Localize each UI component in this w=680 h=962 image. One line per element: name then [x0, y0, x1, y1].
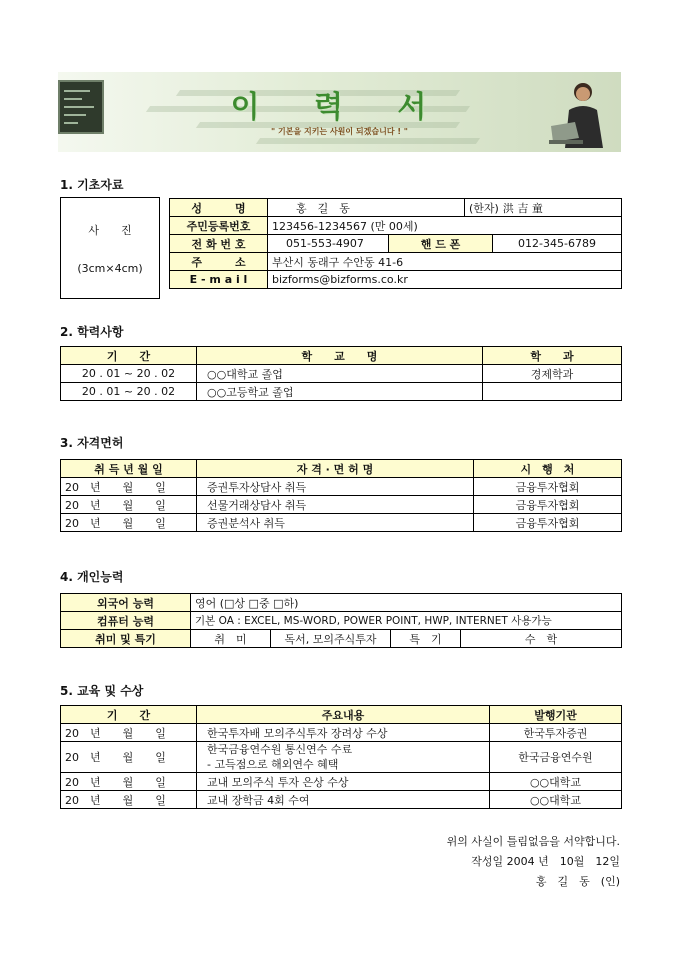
table-row — [61, 791, 622, 809]
hanja-label: (한자) — [469, 201, 499, 215]
lic-issuer: 금융투자협회 — [474, 514, 622, 532]
email-value: bizforms@bizforms.co.kr — [268, 271, 622, 289]
license-table — [60, 459, 622, 532]
lic-header-date: 취 득 년 월 일 — [61, 460, 197, 478]
language-label: 외국어 능력 — [61, 594, 191, 612]
education-table — [60, 346, 622, 401]
award-content: 한국금융연수원 통신연수 수료 — [207, 743, 353, 756]
name-value: 홍 길 동 — [268, 199, 465, 217]
edu-header-period: 기 간 — [61, 347, 197, 365]
section-title-education: 2. 학력사항 — [60, 325, 124, 339]
hanja-cell — [465, 199, 622, 217]
table-row — [61, 365, 622, 383]
skill-value: 수 학 — [461, 630, 622, 648]
awards-table — [60, 705, 622, 809]
award-header-content: 주요내용 — [197, 706, 490, 724]
hanja-value: 洪 吉 童 — [502, 201, 543, 215]
hobby-value: 독서, 모의주식투자 — [271, 630, 391, 648]
computer-value: 기본 OA : EXCEL, MS-WORD, POWER POINT, HWP, INTERNET 사용가능 — [191, 612, 622, 630]
edu-header-school: 학 교 명 — [197, 347, 483, 365]
award-org: 한국투자증권 — [490, 724, 622, 742]
abilities-table — [60, 593, 622, 648]
computer-label: 컴퓨터 능력 — [61, 612, 191, 630]
section-title-licenses: 3. 자격면허 — [60, 436, 124, 450]
table-row — [61, 496, 622, 514]
photo-box — [60, 197, 160, 299]
address-label: 주 소 — [170, 253, 268, 271]
lic-issuer: 금융투자협회 — [474, 496, 622, 514]
award-org: 한국금융연수원 — [490, 742, 622, 773]
email-label: E - m a i l — [170, 271, 268, 289]
language-value: 영어 (□상 □중 □하) — [191, 594, 622, 612]
person-at-laptop-icon — [545, 76, 607, 148]
lic-name: 증권투자상담사 취득 — [197, 478, 474, 496]
lic-name: 증권분석사 취득 — [197, 514, 474, 532]
award-content: 교내 모의주식 투자 은상 수상 — [197, 773, 490, 791]
edu-header-major: 학 과 — [483, 347, 622, 365]
edu-major: 경제학과 — [483, 365, 622, 383]
hobby-label: 취미 및 특기 — [61, 630, 191, 648]
photo-size: (3cm×4cm) — [77, 262, 143, 275]
page-title: 이 력 서 — [230, 90, 449, 125]
signature: 홍 길 동 (인) — [535, 875, 620, 888]
name-label: 성 명 — [170, 199, 268, 217]
table-row — [61, 724, 622, 742]
written-date: 작성일 2004 년 10월 12일 — [471, 855, 620, 868]
lic-date: 20 년 월 일 — [61, 496, 197, 514]
award-header-period: 기 간 — [61, 706, 197, 724]
award-date: 20 년 월 일 — [61, 791, 197, 809]
lic-date: 20 년 월 일 — [61, 478, 197, 496]
section-title-awards: 5. 교육 및 수상 — [60, 684, 144, 698]
award-content-detail: - 고득점으로 해외연수 혜택 — [207, 758, 339, 771]
lic-header-name: 자 격 · 면 허 명 — [197, 460, 474, 478]
award-content: 교내 장학금 4회 수여 — [197, 791, 490, 809]
table-row — [61, 773, 622, 791]
table-row — [61, 478, 622, 496]
lic-date: 20 년 월 일 — [61, 514, 197, 532]
mobile-value: 012-345-6789 — [493, 235, 622, 253]
lic-header-issuer: 시 행 처 — [474, 460, 622, 478]
phone-value: 051-553-4907 — [268, 235, 389, 253]
edu-school: ○○대학교 졸업 — [197, 365, 483, 383]
section-title-abilities: 4. 개인능력 — [60, 570, 124, 584]
phone-label: 전 화 번 호 — [170, 235, 268, 253]
edu-period: 20 . 01 ~ 20 . 02 — [61, 383, 197, 401]
photo-label: 사 진 — [88, 224, 132, 237]
award-date: 20 년 월 일 — [61, 742, 197, 773]
page-subtitle: " 기본을 지키는 사원이 되겠습니다 ! " — [271, 127, 408, 136]
award-org: ○○대학교 — [490, 773, 622, 791]
header-banner — [58, 72, 621, 152]
lic-issuer: 금융투자협회 — [474, 478, 622, 496]
skill-sub-label: 특 기 — [391, 630, 461, 648]
edu-school: ○○고등학교 졸업 — [197, 383, 483, 401]
id-label: 주민등록번호 — [170, 217, 268, 235]
table-row — [61, 514, 622, 532]
address-value: 부산시 동래구 수안동 41-6 — [268, 253, 622, 271]
declaration-statement: 위의 사실이 틀림없음을 서약합니다. — [446, 835, 620, 848]
award-header-org: 발행기관 — [490, 706, 622, 724]
basic-info-table — [169, 198, 622, 289]
section-title-basic: 1. 기초자료 — [60, 178, 124, 192]
lic-name: 선물거래상담사 취득 — [197, 496, 474, 514]
award-date: 20 년 월 일 — [61, 724, 197, 742]
edu-period: 20 . 01 ~ 20 . 02 — [61, 365, 197, 383]
mobile-label: 핸 드 폰 — [389, 235, 493, 253]
table-row — [61, 383, 622, 401]
hobby-sub-label: 취 미 — [191, 630, 271, 648]
table-row — [61, 742, 622, 773]
award-date: 20 년 월 일 — [61, 773, 197, 791]
award-content: 한국투자배 모의주식투자 장려상 수상 — [197, 724, 490, 742]
id-value: 123456-1234567 (만 00세) — [268, 217, 622, 235]
award-org: ○○대학교 — [490, 791, 622, 809]
edu-major — [483, 383, 622, 401]
award-content-multi — [197, 742, 490, 773]
